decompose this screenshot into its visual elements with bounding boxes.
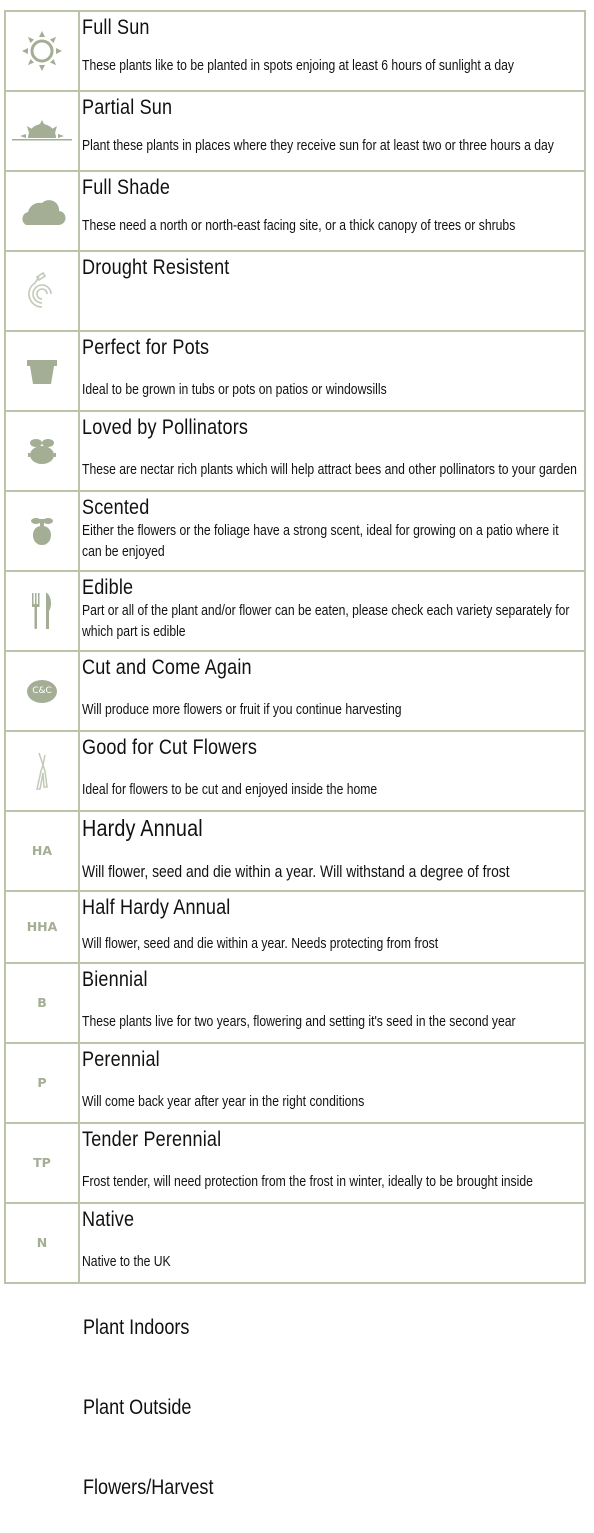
legend-description: Will flower, seed and die within a year. Needs protecting from frost <box>82 936 439 952</box>
legend-title: Half Hardy Annual <box>82 896 231 919</box>
legend-description: Native to the UK <box>82 1254 171 1270</box>
sun-icon <box>20 42 64 59</box>
legend-row-half-hardy-annual <box>5 891 585 963</box>
legend-title: Scented <box>82 496 150 519</box>
fork-knife-icon <box>30 602 54 619</box>
legend-description: Will produce more flowers or fruit if you continue harvesting <box>82 702 402 718</box>
legend-title: Native <box>82 1208 135 1231</box>
legend-title: Cut and Come Again <box>82 656 252 679</box>
legend-row-good-for-cut-flowers <box>5 731 585 811</box>
code-label: HA <box>31 843 53 858</box>
legend-title: Good for Cut Flowers <box>82 736 258 759</box>
legend-description: These plants like to be planted in spots enjoing at least 6 hours of sunlight a day <box>82 58 514 74</box>
legend-row-native <box>5 1203 585 1283</box>
legend-title: Perennial <box>82 1048 160 1071</box>
scent-bag-icon <box>26 522 58 539</box>
legend-title: Perfect for Pots <box>82 336 210 359</box>
partial-sun-icon <box>10 122 74 139</box>
legend-description: These need a north or north-east facing site, or a thick canopy of trees or shrubs <box>82 218 516 234</box>
legend-title: Drought Resistent <box>82 256 230 279</box>
legend-row-scented <box>5 491 585 571</box>
legend-description: Ideal for flowers to be cut and enjoyed inside the home <box>82 782 378 798</box>
legend-row-full-sun <box>5 11 585 91</box>
legend-description: Plant these plants in places where they receive sun for at least two or three hours a day <box>82 138 554 154</box>
legend-row-cut-and-come-again <box>5 651 585 731</box>
legend-description: These plants live for two years, flowering and setting it's seed in the second year <box>82 1014 516 1030</box>
legend-row-edible <box>5 571 585 651</box>
cut-and-come-icon: C&C <box>27 680 57 703</box>
legend-description: Part or all of the plant and/or flower can be eaten, please check each variety separately for which part is edible <box>82 603 570 640</box>
heading-plant-outside: Plant Outside <box>83 1396 192 1419</box>
legend-title: Hardy Annual <box>82 815 203 841</box>
legend-row-perennial <box>5 1043 585 1123</box>
legend-row-drought-resistent <box>5 251 585 331</box>
hose-icon <box>27 282 57 299</box>
heading-flowers-harvest: Flowers/Harvest <box>83 1476 214 1499</box>
legend-row-full-shade <box>5 171 585 251</box>
legend-title: Edible <box>82 576 134 599</box>
legend-title: Tender Perennial <box>82 1128 222 1151</box>
pot-icon <box>25 362 59 379</box>
legend-title: Full Shade <box>82 176 171 199</box>
legend-description: Will come back year after year in the right conditions <box>82 1094 365 1110</box>
legend-title: Full Sun <box>82 16 150 39</box>
cloud-icon <box>18 202 66 219</box>
code-label: TP <box>33 1155 51 1170</box>
legend-title: Loved by Pollinators <box>82 416 249 439</box>
legend-title: Biennial <box>82 968 148 991</box>
legend-row-loved-by-pollinators <box>5 411 585 491</box>
legend-row-partial-sun <box>5 91 585 171</box>
legend-title: Partial Sun <box>82 96 173 119</box>
legend-description: Either the flowers or the foliage have a strong scent, ideal for growing on a patio where it can be enjoyed <box>82 523 559 560</box>
legend-row-hardy-annual <box>5 811 585 891</box>
bee-icon <box>24 442 60 459</box>
legend-row-perfect-for-pots <box>5 331 585 411</box>
plant-legend-table <box>4 10 586 1284</box>
legend-description: Will flower, seed and die within a year. Will withstand a degree of frost <box>82 863 510 881</box>
code-label: N <box>36 1235 48 1250</box>
legend-row-biennial <box>5 963 585 1043</box>
legend-description: Frost tender, will need protection from the frost in winter, ideally to be brought inside <box>82 1174 533 1190</box>
secateurs-icon <box>31 762 53 779</box>
legend-description: These are nectar rich plants which will help attract bees and other pollinators to your garden <box>82 462 577 478</box>
code-label: P <box>37 1075 47 1090</box>
code-label: B <box>37 995 47 1010</box>
heading-plant-indoors: Plant Indoors <box>83 1316 190 1339</box>
legend-row-tender-perennial <box>5 1123 585 1203</box>
code-label: HHA <box>26 919 58 934</box>
legend-description: Ideal to be grown in tubs or pots on patios or windowsills <box>82 382 387 398</box>
